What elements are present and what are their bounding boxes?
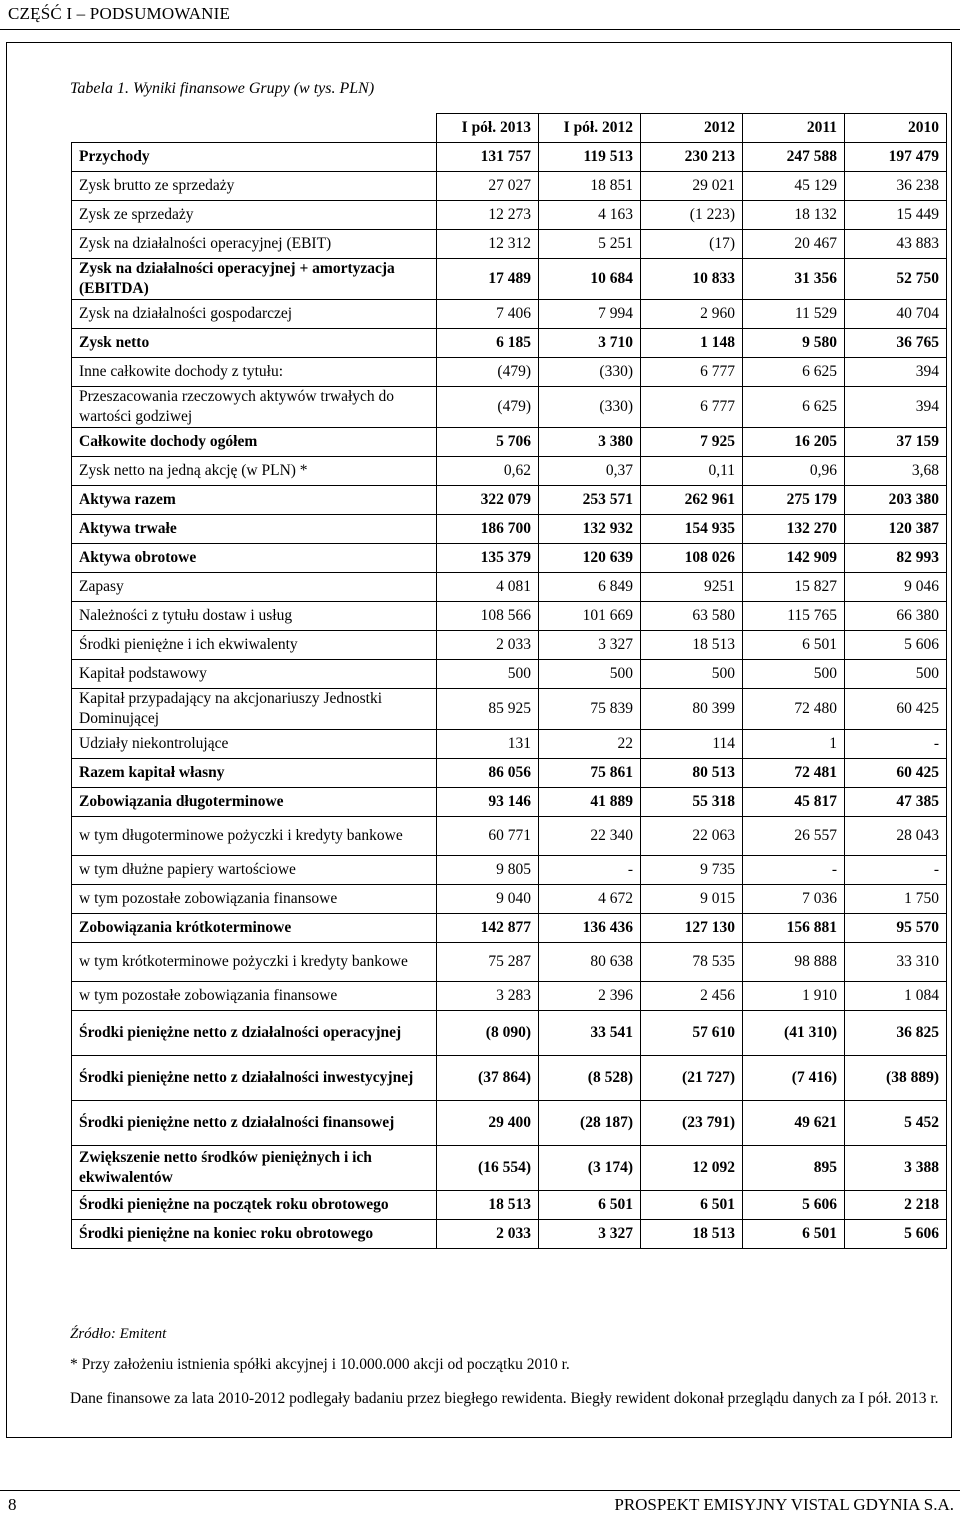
row-value: 5 452 <box>845 1101 947 1146</box>
row-value: (479) <box>437 358 539 387</box>
row-value: - <box>743 856 845 885</box>
row-value: 500 <box>641 660 743 689</box>
row-label: Aktywa obrotowe <box>72 544 437 573</box>
row-value: 33 541 <box>539 1011 641 1056</box>
header-blank-cell <box>72 114 437 143</box>
row-value: 72 481 <box>743 759 845 788</box>
row-value: 6 777 <box>641 358 743 387</box>
row-value: 2 456 <box>641 982 743 1011</box>
footer-rule <box>0 1490 960 1491</box>
row-value: (21 727) <box>641 1056 743 1101</box>
row-value: 120 639 <box>539 544 641 573</box>
section-title: CZĘŚĆ I – PODSUMOWANIE <box>8 4 231 23</box>
row-value: 4 163 <box>539 201 641 230</box>
row-label: w tym pozostałe zobowiązania finansowe <box>72 885 437 914</box>
row-label: Aktywa razem <box>72 486 437 515</box>
column-header: I pół. 2012 <box>539 114 641 143</box>
table-row <box>72 660 947 689</box>
row-value: 101 669 <box>539 602 641 631</box>
table-row <box>72 885 947 914</box>
row-value: 6 777 <box>641 387 743 428</box>
row-value: 12 273 <box>437 201 539 230</box>
row-label: w tym krótkoterminowe pożyczki i kredyty bankowe <box>72 943 437 982</box>
row-value: 31 356 <box>743 259 845 300</box>
row-value: 15 827 <box>743 573 845 602</box>
header-rule <box>0 29 960 30</box>
row-label: Środki pieniężne netto z działalności finansowej <box>72 1101 437 1146</box>
row-value: 75 839 <box>539 689 641 730</box>
row-value: 72 480 <box>743 689 845 730</box>
table-row <box>72 602 947 631</box>
row-value: (23 791) <box>641 1101 743 1146</box>
row-value: 40 704 <box>845 300 947 329</box>
row-value: 41 889 <box>539 788 641 817</box>
row-value: 86 056 <box>437 759 539 788</box>
table-header-row <box>72 114 947 143</box>
row-value: 22 340 <box>539 817 641 856</box>
row-value: 132 270 <box>743 515 845 544</box>
row-value: 1 750 <box>845 885 947 914</box>
row-value: 7 994 <box>539 300 641 329</box>
row-value: 60 771 <box>437 817 539 856</box>
table-row <box>72 201 947 230</box>
table-row <box>72 1220 947 1249</box>
row-value: 6 625 <box>743 358 845 387</box>
row-value: 7 406 <box>437 300 539 329</box>
row-value: 18 513 <box>437 1191 539 1220</box>
row-value: (479) <box>437 387 539 428</box>
table-row <box>72 914 947 943</box>
row-value: 4 081 <box>437 573 539 602</box>
row-value: 15 449 <box>845 201 947 230</box>
row-value: (37 864) <box>437 1056 539 1101</box>
row-value: 9251 <box>641 573 743 602</box>
row-value: 2 218 <box>845 1191 947 1220</box>
row-value: 394 <box>845 358 947 387</box>
row-value: 78 535 <box>641 943 743 982</box>
table-row <box>72 817 947 856</box>
table-row <box>72 230 947 259</box>
row-value: 26 557 <box>743 817 845 856</box>
row-label: Inne całkowite dochody z tytułu: <box>72 358 437 387</box>
row-label: Zysk na działalności gospodarczej <box>72 300 437 329</box>
row-value: 29 400 <box>437 1101 539 1146</box>
row-value: 43 883 <box>845 230 947 259</box>
row-value: 3 327 <box>539 631 641 660</box>
row-value: 135 379 <box>437 544 539 573</box>
row-label: w tym pozostałe zobowiązania finansowe <box>72 982 437 1011</box>
row-label: Należności z tytułu dostaw i usług <box>72 602 437 631</box>
row-value: 262 961 <box>641 486 743 515</box>
table-row <box>72 1146 947 1191</box>
row-value: 18 851 <box>539 172 641 201</box>
row-value: 6 501 <box>539 1191 641 1220</box>
row-value: (16 554) <box>437 1146 539 1191</box>
row-label: Zysk ze sprzedaży <box>72 201 437 230</box>
table-row <box>72 358 947 387</box>
row-value: 3 380 <box>539 428 641 457</box>
row-value: 5 606 <box>845 1220 947 1249</box>
table-caption: Tabela 1. Wyniki finansowe Grupy (w tys. PLN) <box>70 80 375 97</box>
row-value: 500 <box>437 660 539 689</box>
table-row <box>72 259 947 300</box>
table-row <box>72 788 947 817</box>
row-value: 36 825 <box>845 1011 947 1056</box>
row-label: Środki pieniężne na początek roku obrotowego <box>72 1191 437 1220</box>
row-value: 85 925 <box>437 689 539 730</box>
row-value: 12 092 <box>641 1146 743 1191</box>
row-value: (8 528) <box>539 1056 641 1101</box>
row-value: (7 416) <box>743 1056 845 1101</box>
table-row <box>72 329 947 358</box>
row-value: 95 570 <box>845 914 947 943</box>
table-row <box>72 631 947 660</box>
row-label: Zapasy <box>72 573 437 602</box>
row-value: 3 388 <box>845 1146 947 1191</box>
row-value: 275 179 <box>743 486 845 515</box>
row-value: 142 909 <box>743 544 845 573</box>
row-value: 3 710 <box>539 329 641 358</box>
row-value: 127 130 <box>641 914 743 943</box>
row-value: 6 501 <box>743 631 845 660</box>
document-name: PROSPEKT EMISYJNY VISTAL GDYNIA S.A. <box>614 1495 954 1514</box>
row-label: w tym dłużne papiery wartościowe <box>72 856 437 885</box>
row-value: 247 588 <box>743 143 845 172</box>
row-value: 156 881 <box>743 914 845 943</box>
table-row <box>72 387 947 428</box>
row-value: 2 396 <box>539 982 641 1011</box>
row-label: Kapitał podstawowy <box>72 660 437 689</box>
row-value: 1 910 <box>743 982 845 1011</box>
row-value: 93 146 <box>437 788 539 817</box>
audit-note: Dane finansowe za lata 2010-2012 podlegały badaniu przez biegłego rewidenta. Biegły rewident dokonał przeglądu danych za I pół. 2013 r. <box>70 1390 939 1407</box>
row-value: 6 501 <box>641 1191 743 1220</box>
row-value: (38 889) <box>845 1056 947 1101</box>
table-row <box>72 457 947 486</box>
row-value: - <box>845 730 947 759</box>
row-value: 5 606 <box>845 631 947 660</box>
table-row <box>72 515 947 544</box>
row-value: 131 <box>437 730 539 759</box>
row-value: (41 310) <box>743 1011 845 1056</box>
table-row <box>72 1101 947 1146</box>
row-label: Środki pieniężne netto z działalności inwestycyjnej <box>72 1056 437 1101</box>
row-value: 36 238 <box>845 172 947 201</box>
row-value: 9 015 <box>641 885 743 914</box>
row-label: Środki pieniężne na koniec roku obrotowego <box>72 1220 437 1249</box>
row-value: (1 223) <box>641 201 743 230</box>
row-value: 82 993 <box>845 544 947 573</box>
column-header: I pół. 2013 <box>437 114 539 143</box>
table-row <box>72 759 947 788</box>
table-row <box>72 172 947 201</box>
table-row <box>72 856 947 885</box>
row-value: 6 501 <box>743 1220 845 1249</box>
row-value: 9 046 <box>845 573 947 602</box>
row-value: 52 750 <box>845 259 947 300</box>
row-value: 80 513 <box>641 759 743 788</box>
row-value: 10 833 <box>641 259 743 300</box>
table-row <box>72 486 947 515</box>
row-value: 2 033 <box>437 631 539 660</box>
row-value: 203 380 <box>845 486 947 515</box>
row-value: 3 327 <box>539 1220 641 1249</box>
row-value: 28 043 <box>845 817 947 856</box>
row-label: Kapitał przypadający na akcjonariuszy Jednostki Dominującej <box>72 689 437 730</box>
row-label: Przeszacowania rzeczowych aktywów trwałych do wartości godziwej <box>72 387 437 428</box>
row-value: 1 084 <box>845 982 947 1011</box>
row-value: 0,96 <box>743 457 845 486</box>
column-header: 2010 <box>845 114 947 143</box>
row-value: 55 318 <box>641 788 743 817</box>
row-value: 3 283 <box>437 982 539 1011</box>
row-value: 322 079 <box>437 486 539 515</box>
row-label: Całkowite dochody ogółem <box>72 428 437 457</box>
row-value: 75 861 <box>539 759 641 788</box>
row-value: - <box>845 856 947 885</box>
financial-results-table <box>71 113 947 1249</box>
row-value: 11 529 <box>743 300 845 329</box>
row-value: 63 580 <box>641 602 743 631</box>
row-label: Zysk brutto ze sprzedaży <box>72 172 437 201</box>
row-value: 108 026 <box>641 544 743 573</box>
column-header: 2012 <box>641 114 743 143</box>
row-value: 80 399 <box>641 689 743 730</box>
row-value: 37 159 <box>845 428 947 457</box>
row-value: 22 063 <box>641 817 743 856</box>
row-value: (3 174) <box>539 1146 641 1191</box>
row-value: 29 021 <box>641 172 743 201</box>
row-label: Przychody <box>72 143 437 172</box>
row-value: 7 925 <box>641 428 743 457</box>
table-row <box>72 943 947 982</box>
row-value: 253 571 <box>539 486 641 515</box>
row-value: 36 765 <box>845 329 947 358</box>
table-row <box>72 300 947 329</box>
row-value: 500 <box>743 660 845 689</box>
row-value: 9 805 <box>437 856 539 885</box>
row-value: 17 489 <box>437 259 539 300</box>
row-value: 6 185 <box>437 329 539 358</box>
row-value: (330) <box>539 358 641 387</box>
row-value: 6 625 <box>743 387 845 428</box>
row-value: 114 <box>641 730 743 759</box>
row-value: 47 385 <box>845 788 947 817</box>
row-value: 5 606 <box>743 1191 845 1220</box>
row-label: Zysk netto na jedną akcję (w PLN) * <box>72 457 437 486</box>
row-label: w tym długoterminowe pożyczki i kredyty bankowe <box>72 817 437 856</box>
row-value: 12 312 <box>437 230 539 259</box>
row-value: 18 513 <box>641 631 743 660</box>
row-value: 394 <box>845 387 947 428</box>
row-value: 0,37 <box>539 457 641 486</box>
row-value: 895 <box>743 1146 845 1191</box>
row-value: 5 706 <box>437 428 539 457</box>
table-row <box>72 730 947 759</box>
table-row <box>72 573 947 602</box>
row-label: Razem kapitał własny <box>72 759 437 788</box>
row-value: 119 513 <box>539 143 641 172</box>
row-value: 131 757 <box>437 143 539 172</box>
row-value: 500 <box>539 660 641 689</box>
row-value: 20 467 <box>743 230 845 259</box>
row-label: Udziały niekontrolujące <box>72 730 437 759</box>
row-value: 1 148 <box>641 329 743 358</box>
row-value: (28 187) <box>539 1101 641 1146</box>
row-value: 9 580 <box>743 329 845 358</box>
row-value: 2 033 <box>437 1220 539 1249</box>
row-value: 3,68 <box>845 457 947 486</box>
row-value: 66 380 <box>845 602 947 631</box>
row-value: 4 672 <box>539 885 641 914</box>
table-row <box>72 1056 947 1101</box>
row-value: 98 888 <box>743 943 845 982</box>
column-header: 2011 <box>743 114 845 143</box>
row-value: 9 040 <box>437 885 539 914</box>
page-footer <box>0 1490 960 1516</box>
table-row <box>72 1011 947 1056</box>
row-label: Środki pieniężne i ich ekwiwalenty <box>72 631 437 660</box>
row-value: (17) <box>641 230 743 259</box>
row-value: 60 425 <box>845 759 947 788</box>
page-header <box>0 0 960 28</box>
row-value: (330) <box>539 387 641 428</box>
table-body <box>72 143 947 1249</box>
row-value: 80 638 <box>539 943 641 982</box>
row-value: 2 960 <box>641 300 743 329</box>
table-row <box>72 982 947 1011</box>
row-value: 142 877 <box>437 914 539 943</box>
row-value: 16 205 <box>743 428 845 457</box>
row-label: Zobowiązania długoterminowe <box>72 788 437 817</box>
row-value: 33 310 <box>845 943 947 982</box>
row-label: Zwiększenie netto środków pieniężnych i ich ekwiwalentów <box>72 1146 437 1191</box>
table-row <box>72 689 947 730</box>
row-value: 22 <box>539 730 641 759</box>
row-label: Zobowiązania krótkoterminowe <box>72 914 437 943</box>
row-value: 9 735 <box>641 856 743 885</box>
row-value: 45 817 <box>743 788 845 817</box>
row-value: 0,62 <box>437 457 539 486</box>
table-source: Źródło: Emitent <box>70 1326 167 1342</box>
table-row <box>72 1191 947 1220</box>
table-row <box>72 428 947 457</box>
row-value: 136 436 <box>539 914 641 943</box>
row-value: 186 700 <box>437 515 539 544</box>
row-value: 18 513 <box>641 1220 743 1249</box>
table-row <box>72 143 947 172</box>
row-value: 230 213 <box>641 143 743 172</box>
row-value: 27 027 <box>437 172 539 201</box>
row-value: 60 425 <box>845 689 947 730</box>
row-value: 18 132 <box>743 201 845 230</box>
row-value: 132 932 <box>539 515 641 544</box>
row-label: Środki pieniężne netto z działalności operacyjnej <box>72 1011 437 1056</box>
row-value: 45 129 <box>743 172 845 201</box>
row-value: (8 090) <box>437 1011 539 1056</box>
row-value: 57 610 <box>641 1011 743 1056</box>
table-row <box>72 544 947 573</box>
row-label: Zysk na działalności operacyjnej (EBIT) <box>72 230 437 259</box>
row-value: 500 <box>845 660 947 689</box>
row-value: - <box>539 856 641 885</box>
row-label: Aktywa trwałe <box>72 515 437 544</box>
page-number: 8 <box>8 1495 17 1514</box>
row-value: 10 684 <box>539 259 641 300</box>
row-value: 115 765 <box>743 602 845 631</box>
row-value: 154 935 <box>641 515 743 544</box>
row-value: 108 566 <box>437 602 539 631</box>
row-value: 49 621 <box>743 1101 845 1146</box>
row-value: 197 479 <box>845 143 947 172</box>
row-value: 0,11 <box>641 457 743 486</box>
row-value: 1 <box>743 730 845 759</box>
row-value: 120 387 <box>845 515 947 544</box>
row-value: 75 287 <box>437 943 539 982</box>
footnote: * Przy założeniu istnienia spółki akcyjnej i 10.000.000 akcji od początku 2010 r. <box>70 1356 570 1373</box>
row-label: Zysk na działalności operacyjnej + amortyzacja (EBITDA) <box>72 259 437 300</box>
row-value: 5 251 <box>539 230 641 259</box>
row-value: 6 849 <box>539 573 641 602</box>
row-label: Zysk netto <box>72 329 437 358</box>
row-value: 7 036 <box>743 885 845 914</box>
